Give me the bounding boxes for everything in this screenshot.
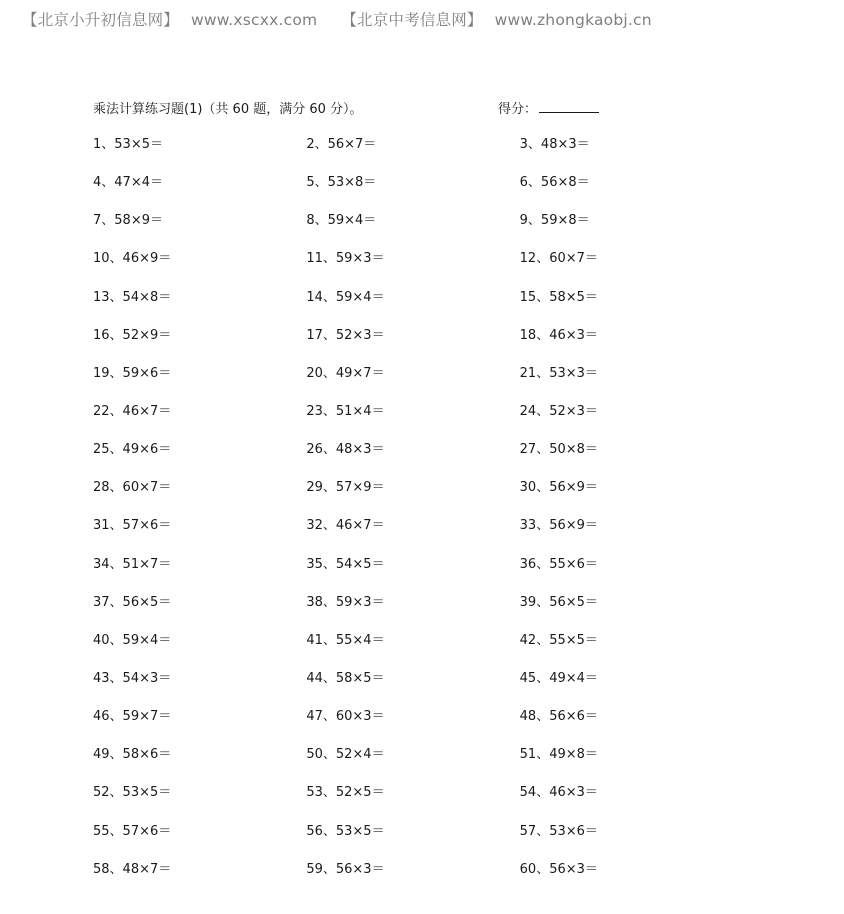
problem-item: 51、49×8＝	[519, 747, 598, 763]
problem-item: 58、48×7＝	[93, 861, 172, 877]
score-field	[498, 98, 599, 117]
problem-item: 44、58×5＝	[306, 670, 385, 686]
problem-item: 37、56×5＝	[93, 594, 172, 610]
problem-item: 34、51×7＝	[93, 556, 172, 572]
problem-item: 5、53×8＝	[306, 175, 377, 191]
problem-item: 1、53×5＝	[93, 137, 163, 152]
problem-item: 21、53×3＝	[519, 365, 598, 381]
problem-item: 8、59×4＝	[306, 213, 377, 229]
problem-item: 12、60×7＝	[519, 251, 598, 267]
problem-item: 52、53×5＝	[93, 785, 172, 801]
problem-item: 15、58×5＝	[519, 289, 598, 305]
problem-row	[93, 479, 733, 517]
site1-label: 【北京小升初信息网】	[22, 11, 180, 29]
problem-item: 35、54×5＝	[306, 556, 385, 572]
problem-item: 28、60×7＝	[93, 480, 172, 496]
problem-row	[93, 174, 733, 212]
problem-item: 42、55×5＝	[519, 632, 598, 648]
problem-row	[93, 594, 733, 632]
problem-item: 14、59×4＝	[306, 289, 385, 305]
problem-item: 55、57×6＝	[93, 823, 172, 839]
problem-row	[93, 861, 733, 899]
problem-item: 7、58×9＝	[93, 213, 163, 229]
problem-row	[93, 708, 733, 746]
problem-item: 6、56×8＝	[519, 175, 590, 191]
problem-item: 17、52×3＝	[306, 327, 385, 343]
problem-item: 57、53×6＝	[519, 823, 598, 839]
problem-item: 59、56×3＝	[306, 861, 385, 877]
problem-item: 23、51×4＝	[306, 403, 385, 419]
score-blank[interactable]	[539, 100, 599, 113]
problem-item: 11、59×3＝	[306, 251, 385, 267]
problem-row	[93, 327, 733, 365]
problem-item: 33、56×9＝	[519, 518, 598, 534]
problem-item: 30、56×9＝	[519, 480, 598, 496]
problem-item: 32、46×7＝	[306, 518, 385, 534]
problem-item: 43、54×3＝	[93, 670, 172, 686]
problem-row	[93, 212, 733, 250]
problem-item: 45、49×4＝	[519, 670, 598, 686]
problem-item: 26、48×3＝	[306, 442, 385, 458]
problem-item: 49、58×6＝	[93, 747, 172, 763]
problem-item: 38、59×3＝	[306, 594, 385, 610]
problem-item: 56、53×5＝	[306, 823, 385, 839]
problem-item: 36、55×6＝	[519, 556, 598, 572]
problem-item: 2、56×7＝	[306, 137, 377, 152]
problem-item: 54、46×3＝	[519, 785, 598, 801]
problem-item: 10、46×9＝	[93, 251, 172, 267]
page-header	[22, 8, 652, 30]
problem-item: 47、60×3＝	[306, 709, 385, 725]
problem-item: 4、47×4＝	[93, 175, 163, 191]
problem-item: 40、59×4＝	[93, 632, 172, 648]
problem-row	[93, 823, 733, 861]
problem-item: 13、54×8＝	[93, 289, 172, 305]
problem-item: 31、57×6＝	[93, 518, 172, 534]
problem-item: 27、50×8＝	[519, 442, 598, 458]
problem-item: 50、52×4＝	[306, 747, 385, 763]
problem-item: 48、56×6＝	[519, 709, 598, 725]
problem-item: 60、56×3＝	[519, 861, 598, 877]
problem-item: 25、49×6＝	[93, 442, 172, 458]
score-label: 得分：	[498, 102, 538, 117]
title-row	[93, 98, 613, 118]
problem-item: 22、46×7＝	[93, 403, 172, 419]
problem-item: 16、52×9＝	[93, 327, 172, 343]
worksheet-title: 乘法计算练习题(1)（共 60 题，满分 60 分）。	[93, 102, 363, 117]
problem-row	[93, 136, 733, 174]
problem-item: 24、52×3＝	[519, 403, 598, 419]
problem-item: 46、59×7＝	[93, 709, 172, 725]
problem-item: 39、56×5＝	[519, 594, 598, 610]
problem-item: 53、52×5＝	[306, 785, 385, 801]
problem-row	[93, 517, 733, 555]
problem-item: 29、57×9＝	[306, 480, 385, 496]
problem-row	[93, 784, 733, 822]
problem-item: 18、46×3＝	[519, 327, 598, 343]
problem-row	[93, 441, 733, 479]
problem-item: 3、48×3＝	[519, 137, 590, 152]
site2-url[interactable]: www.zhongkaobj.cn	[494, 11, 652, 29]
problem-item: 9、59×8＝	[519, 213, 590, 229]
problem-row	[93, 746, 733, 784]
problem-row	[93, 289, 733, 327]
site2-label: 【北京中考信息网】	[341, 11, 483, 29]
problem-row	[93, 250, 733, 288]
problem-item: 41、55×4＝	[306, 632, 385, 648]
problem-row	[93, 365, 733, 403]
problem-row	[93, 403, 733, 441]
problem-item: 19、59×6＝	[93, 365, 172, 381]
site1-url[interactable]: www.xscxx.com	[191, 11, 318, 29]
problem-item: 20、49×7＝	[306, 365, 385, 381]
problem-row	[93, 670, 733, 708]
problem-grid	[93, 136, 733, 899]
problem-row	[93, 632, 733, 670]
problem-row	[93, 556, 733, 594]
